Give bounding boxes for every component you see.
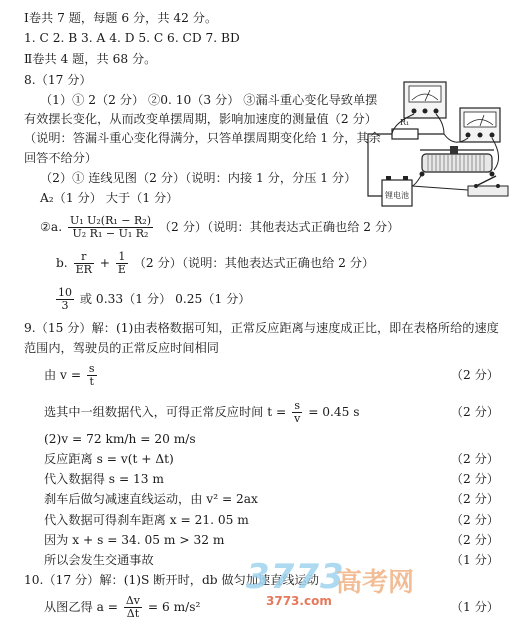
reaction-time-result: = 0.45 s [308, 405, 360, 419]
reaction-time-denominator: v [294, 412, 301, 425]
formula-a-denominator: U₂ R₁ − U₁ R₂ [72, 227, 149, 240]
score-q9-6: （2 分） [450, 513, 499, 527]
formula-b-label: b. [56, 256, 68, 270]
q9-total-distance: 因为 x + s = 34. 05 m > 32 m [44, 533, 225, 547]
q8-formula-a [40, 211, 399, 243]
voltmeter-icon [404, 82, 446, 118]
battery-label: 锂电池 [385, 191, 409, 200]
velocity-denominator: t [89, 375, 94, 388]
section-1-answers: 1. C 2. B 3. A 4. D 5. C 6. CD 7. BD [24, 31, 240, 45]
velocity-formula-prefix: 由 v = [44, 368, 82, 382]
switch-icon [468, 176, 508, 196]
q9-braking-distance: 代入数据可得刹车距离 x = 21. 05 m [44, 513, 249, 527]
q9-conclusion: 所以会发生交通事故 [44, 553, 154, 567]
section-2-summary: Ⅱ卷共 4 题，共 68 分。 [24, 52, 157, 66]
q9-deceleration: 刹车后做匀减速直线运动，由 v² = 2ax [44, 492, 258, 506]
formula-b-f2-numerator: 1 [116, 251, 128, 264]
formula-a-label: ②a. [40, 220, 63, 234]
reaction-time-fraction [292, 400, 302, 425]
ammeter-icon [460, 108, 500, 142]
result-fraction [56, 287, 74, 312]
formula-a-note: （2 分）（说明：其他表达式正确也给 2 分） [158, 220, 400, 234]
q8-part2-line2: A₂（1 分） 大于（1 分） [40, 191, 179, 205]
q9-reaction-distance: 反应距离 s = v(t + Δt) [44, 452, 174, 466]
score-q9-3: （2 分） [450, 452, 499, 466]
velocity-numerator: s [88, 362, 95, 375]
velocity-fraction [87, 363, 97, 388]
q8-part2-result [54, 283, 250, 315]
q9-substitute-s: 代入数据得 s = 13 m [44, 472, 164, 486]
q9-reaction-time [44, 397, 360, 427]
result-text: 或 0.33（1 分） 0.25（1 分） [79, 292, 251, 306]
acceleration-denominator: Δt [126, 607, 140, 620]
acceleration-fraction [124, 595, 142, 620]
acceleration-numerator: Δv [125, 594, 141, 607]
score-q9-5: （2 分） [450, 492, 499, 506]
formula-b-f1-denominator: ER [75, 263, 92, 276]
q8-formula-b [56, 247, 374, 279]
score-q9-8: （1 分） [450, 553, 499, 567]
watermark-brand: 3773 [246, 557, 345, 597]
formula-a-numerator: U₁ U₂(R₁ − R₂) [69, 214, 151, 227]
score-q9-4: （2 分） [450, 472, 499, 486]
section-1-summary: Ⅰ卷共 7 题，每题 6 分，共 42 分。 [24, 11, 218, 25]
formula-a-fraction [68, 215, 153, 240]
reaction-time-numerator: s [292, 400, 302, 413]
q10-acceleration [44, 592, 200, 622]
acceleration-prefix: 从图乙得 a = [44, 600, 118, 614]
q9-part2-speed: (2)v = 72 km/h = 20 m/s [44, 432, 196, 446]
q8-part2-line1: （2）① 连线见图（2 分）（说明：内接 1 分，分压 1 分） [40, 171, 357, 185]
formula-b-fraction-1 [74, 251, 94, 276]
q9-velocity-formula [44, 360, 99, 390]
q8-part1-line2: 有效摆长变化，从而改变单摆周期，影响加速度的测量值（2 分） [24, 112, 377, 126]
result-numerator: 10 [58, 286, 72, 299]
reaction-time-prefix: 选其中一组数据代入，可得正常反应时间 t = [44, 405, 287, 419]
resistor-r1-icon [368, 118, 444, 139]
formula-b-plus: + [99, 256, 110, 270]
resistor-label: R₁ [400, 118, 410, 127]
score-q9-7: （2 分） [450, 533, 499, 547]
circuit-diagram [364, 78, 516, 210]
watermark-url: 3773.com [266, 594, 332, 608]
formula-b-f1-numerator: r [74, 251, 94, 264]
question-8-heading: 8.（17 分） [24, 73, 92, 87]
result-denominator: 3 [61, 299, 69, 312]
score-q9-1: （2 分） [450, 368, 499, 382]
rheostat-icon [420, 146, 495, 177]
question-10-line1: 10.（17 分）解：(1)S 断开时，db 做匀加速直线运动 [24, 573, 319, 587]
acceleration-result: = 6 m/s² [147, 600, 201, 614]
score-q10-1: （1 分） [450, 600, 499, 614]
score-q9-2: （2 分） [450, 405, 499, 419]
q8-part1-line4: 回答不给分） [24, 151, 98, 165]
question-9-line1: 9.（15 分）解：(1)由表格数据可知，正常反应距离与速度成正比，即在表格所给的速度 [24, 321, 499, 335]
q8-part1-line3: （说明：答漏斗重心变化得满分，只答单摆周期变化给 1 分，其余 [24, 131, 381, 145]
watermark-brand-cn: 高考网 [336, 568, 415, 598]
formula-b-note: （2 分）（说明：其他表达式正确也给 2 分） [133, 256, 375, 270]
formula-b-f2-denominator: E [117, 263, 126, 276]
formula-b-fraction-2 [116, 251, 128, 276]
question-9-line2: 范围内，驾驶员的正常反应时间相同 [24, 341, 219, 355]
q8-part1-line1: （1）① 2（2 分） ②0. 10（3 分） ③漏斗重心变化导致单摆 [40, 93, 378, 107]
battery-icon [382, 176, 412, 206]
